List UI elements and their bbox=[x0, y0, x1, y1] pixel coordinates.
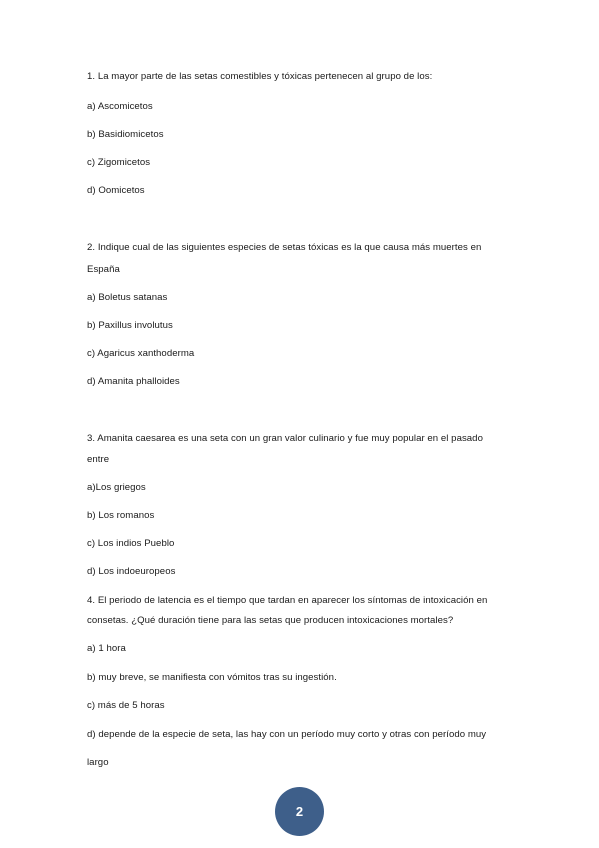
question-1-option-c: c) Zigomicetos bbox=[87, 157, 151, 168]
question-4-option-a: a) 1 hora bbox=[87, 643, 126, 654]
question-4-option-c: c) más de 5 horas bbox=[87, 700, 165, 711]
question-4-stem-line-1: 4. El periodo de latencia es el tiempo que tardan en aparecer los síntomas de intoxicación en bbox=[87, 595, 488, 606]
question-4-stem-line-2: consetas. ¿Qué duración tiene para las setas que producen intoxicaciones mortales? bbox=[87, 615, 454, 626]
question-4-option-b: b) muy breve, se manifiesta con vómitos tras su ingestión. bbox=[87, 672, 337, 683]
question-2-option-d: d) Amanita phalloides bbox=[87, 376, 180, 387]
question-3-stem-line-2: entre bbox=[87, 454, 110, 465]
question-1-option-d: d) Oomicetos bbox=[87, 185, 145, 196]
question-4-option-d-continuation: largo bbox=[87, 757, 109, 768]
question-4-option-d: d) depende de la especie de seta, las hay con un período muy corto y otras con período muy bbox=[87, 729, 487, 740]
question-2-stem-line-1: 2. Indique cual de las siguientes especies de setas tóxicas es la que causa más muertes en bbox=[87, 242, 482, 253]
question-3-stem-line-1: 3. Amanita caesarea es una seta con un gran valor culinario y fue muy popular en el pasado bbox=[87, 433, 483, 444]
page-number-badge bbox=[275, 787, 324, 836]
question-1-option-a: a) Ascomicetos bbox=[87, 101, 153, 112]
question-3-option-c: c) Los indios Pueblo bbox=[87, 538, 175, 549]
question-1-stem-line-1: 1. La mayor parte de las setas comestibles y tóxicas pertenecen al grupo de los: bbox=[87, 71, 433, 82]
question-2-option-a: a) Boletus satanas bbox=[87, 292, 168, 303]
question-2-stem-line-2: España bbox=[87, 264, 120, 275]
page-number: 2 bbox=[295, 804, 304, 819]
question-3-option-a: a)Los griegos bbox=[87, 482, 146, 493]
question-3-option-d: d) Los indoeuropeos bbox=[87, 566, 176, 577]
question-1-option-b: b) Basidiomicetos bbox=[87, 129, 164, 140]
question-2-option-b: b) Paxillus involutus bbox=[87, 320, 173, 331]
question-2-option-c: c) Agaricus xanthoderma bbox=[87, 348, 195, 359]
question-3-option-b: b) Los romanos bbox=[87, 510, 155, 521]
